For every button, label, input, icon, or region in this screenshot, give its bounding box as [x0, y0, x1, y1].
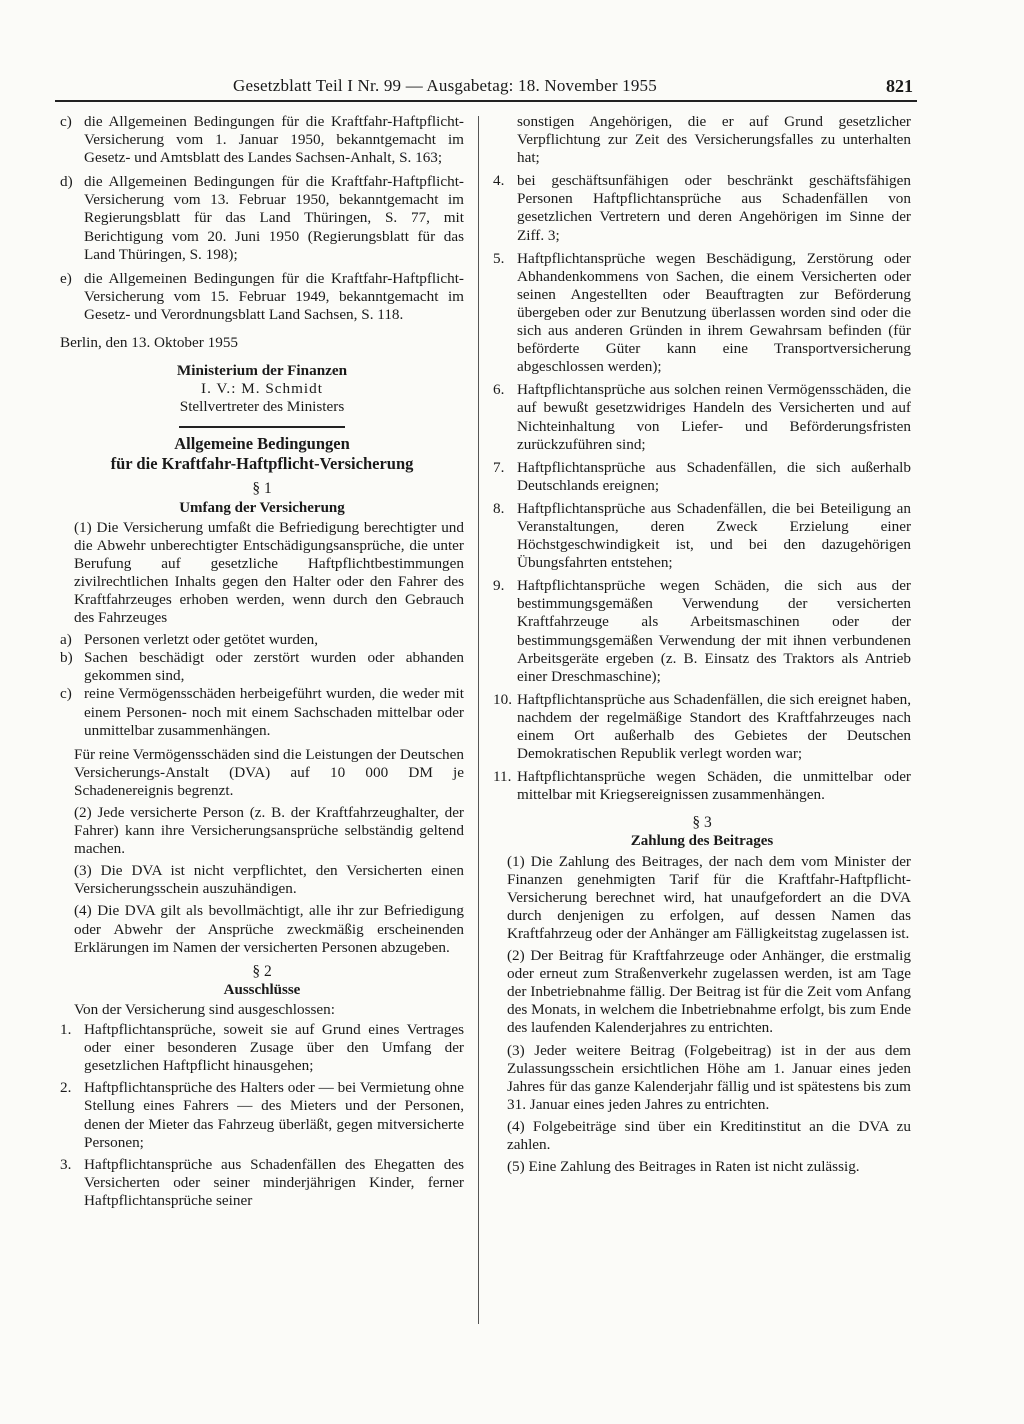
- list-item: [60, 1156, 464, 1210]
- list-item-text: Haftpflichtansprüche des Halters oder — bei Vermietung ohne Stellung eines Fahrers — des Mieters und der Personen, denen der Mieter das Fahrzeug überläßt, gegen mitversicherte Personen;: [84, 1079, 464, 1151]
- date-line: Berlin, den 13. Oktober 1955: [60, 334, 239, 352]
- page-number: 821: [886, 76, 913, 96]
- right-column: [493, 113, 911, 1180]
- list-item-label: 9.: [493, 577, 505, 595]
- list-item-label: 2.: [60, 1079, 72, 1097]
- list-item: [493, 500, 911, 572]
- list-item-text: Haftpflichtansprüche wegen Schäden, die unmittelbar oder mittelbar mit Kriegsereignissen zusammenhängen.: [517, 768, 911, 804]
- sub-item: [60, 631, 464, 649]
- paragraph: (4) Die DVA gilt als bevollmächtigt, alle ihr zur Befriedigung oder Abwehr der Ansprüche zweckmäßig erscheinenden Erklärungen im Namen der versicherten Personen abzugeben.: [74, 902, 464, 956]
- paragraph: (2) Jede versicherte Person (z. B. der Kraftfahrzeughalter, der Fahrer) kann ihre Versicherungsansprüche selbständig geltend machen.: [74, 804, 464, 858]
- page-header: [55, 76, 917, 102]
- divider: [179, 426, 345, 428]
- list-item-text: Haftpflichtansprüche aus solchen reinen Vermögensschäden, die auf bewußt gesetzwidriges Handeln des Versicherten und auf Nichteinhaltung von Liefer- und Beförderungsfristen zurückzuführen sind;: [517, 381, 911, 453]
- paragraph: Für reine Vermögensschäden sind die Leistungen der Deutschen Versicherungs-Anstalt (DVA) auf 10 000 DM je Schadenereignis begrenzt.: [74, 745, 464, 799]
- list-item: [493, 381, 911, 453]
- list-item: [60, 1021, 464, 1075]
- column-divider: [478, 116, 479, 1324]
- paragraph: (1) Die Zahlung des Beitrages, der nach dem vom Minister der Finanzen genehmigten Tarif für die Kraftfahr-Haftpflicht-Versicherung berechnet wird, hat unaufgefordert an die DVA durch denjenigen zu erfolgen, auf dessen Namen das Kraftfahrzeug oder der Anhänger am Fälligkeitstag zugelassen ist.: [507, 852, 911, 942]
- sub-item-text: Sachen beschädigt oder zerstört wurden oder abhanden gekommen sind,: [84, 649, 464, 685]
- list-item-label: d): [60, 173, 73, 191]
- list-item: [493, 768, 911, 804]
- ministry-name: Ministerium der Finanzen: [176, 362, 348, 380]
- list-item-label: 7.: [493, 458, 505, 476]
- paragraph: (3) Die DVA ist nicht verpflichtet, den Versicherten einen Versicherungsschein auszuhändigen.: [74, 862, 464, 898]
- list-item: [60, 173, 464, 263]
- section-title: Ausschlüsse: [223, 981, 301, 998]
- list-item-text: Haftpflichtansprüche aus Schadenfällen, die bei Beteiligung an Veranstaltungen, deren Zweck Erzielung einer Höchstgeschwindigkeit ist, und bei den dazugehörigen Übungsfahrten entstehen;: [517, 499, 911, 572]
- list-item-label: 6.: [493, 381, 505, 399]
- list-item-text: bei geschäftsunfähigen oder beschränkt geschäftsfähigen Personen Haftpflichtansprüche aus Schadenfällen von gesetzlichen Vertretern und deren Angehörigen im Sinne der Ziff. 3;: [517, 172, 911, 244]
- paragraph: (3) Jeder weitere Beitrag (Folgebeitrag) ist in der aus dem Zulassungsschein ersichtlichen Höhe am 1. Januar eines jeden Jahres für das ganze Kalenderjahr fällig und ist spätestens bis zum 31. Januar eines jeden Jahres zu entrichten.: [507, 1041, 911, 1113]
- list-item-label: 5.: [493, 249, 505, 267]
- list-item: [493, 459, 911, 495]
- section-title: Zahlung des Beitrages: [630, 833, 774, 850]
- sub-item-label: a): [60, 631, 72, 649]
- list-item-text: die Allgemeinen Bedingungen für die Kraftfahr-Haftpflicht-Versicherung vom 13. Februar 1950, bekanntgemacht im Regierungsblatt für das Land Thüringen, S. 77, mit Berichtigung vom 20. Juni 1950 (Regierungsblatt für das Land Thüringen, S. 198);: [84, 173, 464, 263]
- paragraph: (2) Der Beitrag für Kraftfahrzeuge oder Anhänger, die erstmalig oder erneut zum Straßenverkehr zugelassen werden, ist am Tage der Inbetriebnahme fällig. Der Beitrag ist für die Zeit vom Anfang des Monats, in welchem die Inbetriebnahme erfolgt, bis zum Ende des laufenden Kalenderjahres zu entrichten.: [507, 947, 911, 1037]
- paragraph: (1) Die Versicherung umfaßt die Befriedigung berechtigter und die Abwehr unberechtigter Entschädigungsansprüche, die unter Berufung auf gesetzliche Haftpflichtbestimmungen zivilrechtlichen Inhalts gegen den Halter oder den Fahrer des Kraftfahrzeuges erhoben werden, wenn durch den Gebrauch des Fahrzeuges: [74, 518, 464, 627]
- signature: I. V.: M. Schmidt: [201, 380, 323, 398]
- left-column: [60, 113, 464, 1214]
- sub-item-text: reine Vermögensschäden herbeigeführt wurden, die weder mit einem Personen- noch mit einem Sachschaden mittelbar oder unmittelbar zusammenhängen.: [84, 685, 464, 739]
- paragraph: (5) Eine Zahlung des Beitrages in Raten ist nicht zulässig.: [507, 1158, 860, 1176]
- list-item-text: die Allgemeinen Bedingungen für die Kraftfahr-Haftpflicht-Versicherung vom 1. Januar 1950, bekanntgemacht im Gesetz- und Amtsblatt des Landes Sachsen-Anhalt, S. 163;: [84, 113, 464, 167]
- list-item-label: c): [60, 113, 72, 130]
- list-item-text: Haftpflichtansprüche aus Schadenfällen, die sich ereignet haben, nachdem der regelmäßige Standort des Kraftfahrzeuges nach einem Ort außerhalb des Gebietes der Deutschen Demokratischen Republik verlegt worden war;: [517, 690, 911, 763]
- list-item-label: 11.: [493, 768, 512, 786]
- continuation-text: sonstigen Angehörigen, die er auf Grund gesetzlicher Verpflichtung zur Zeit des Versicherungsfalles zu unterhalten hat;: [517, 113, 911, 167]
- sub-item: [60, 649, 464, 685]
- list-item-text: Haftpflichtansprüche wegen Beschädigung, Zerstörung oder Abhandenkommens von Sachen, die einem Versicherten oder seinen Angestellten oder Beauftragten zur Beförderung übergeben oder zur Benutzung überlassen worden sind oder die sich aus anderen Gründen in ihrem Gewahrsam befinden (für beförderte Güter kann eine Transportversicherung abgeschlossen werden);: [517, 249, 911, 376]
- list-item: [493, 172, 911, 244]
- section-title: Umfang der Versicherung: [179, 499, 345, 516]
- list-item: [493, 577, 911, 686]
- document-title: Allgemeine Bedingungen: [174, 434, 350, 454]
- list-item-text: die Allgemeinen Bedingungen für die Kraftfahr-Haftpflicht-Versicherung vom 15. Februar 1949, bekanntgemacht im Gesetz- und Verordnungsblatt Land Sachsen, S. 118.: [84, 269, 464, 323]
- sub-item: [60, 685, 464, 739]
- list-item: [60, 270, 464, 324]
- list-item-text: Haftpflichtansprüche wegen Schäden, die sich aus der bestimmungsgemäßen Verwendung der versicherten Kraftfahrzeuge als Arbeitsmaschinen oder der bestimmungsgemäßen Verwendung der mit ihnen verbundenen Arbeitsgeräte ergeben (z. B. Einsatz des Traktors als Antrieb einer Dreschmaschine);: [517, 577, 911, 685]
- document-subtitle: für die Kraftfahr-Haftpflicht-Versicherung: [110, 454, 414, 474]
- list-item-text: Haftpflichtansprüche aus Schadenfällen, die sich außerhalb Deutschlands ereignen;: [517, 458, 911, 494]
- header-title: Gesetzblatt Teil I Nr. 99 — Ausgabetag: 18. November 1955: [233, 76, 657, 95]
- sub-item-label: c): [60, 685, 72, 703]
- section-number: § 1: [252, 480, 272, 498]
- list-item-label: e): [60, 269, 72, 287]
- sub-item-text: Personen verletzt oder getötet wurden,: [84, 631, 319, 649]
- paragraph: Von der Versicherung sind ausgeschlossen:: [74, 1000, 335, 1018]
- list-item-label: 3.: [60, 1155, 72, 1173]
- section-number: § 2: [252, 962, 272, 980]
- list-item-label: 1.: [60, 1021, 72, 1039]
- list-item-text: Haftpflichtansprüche, soweit sie auf Grund eines Vertrages oder einer besonderen Zusage über den Umfang der gesetzlichen Haftpflicht hinausgehen;: [84, 1021, 464, 1075]
- paragraph: (4) Folgebeiträge sind über ein Kreditinstitut an die DVA zu zahlen.: [507, 1117, 911, 1153]
- list-item-label: 10.: [493, 690, 512, 708]
- list-item-label: 4.: [493, 172, 505, 190]
- list-item-label: 8.: [493, 499, 505, 517]
- section-number: § 3: [692, 814, 712, 832]
- list-item-text: Haftpflichtansprüche aus Schadenfällen des Ehegatten des Versicherten oder seiner minderjährigen Kinder, ferner Haftpflichtansprüche seiner: [84, 1155, 464, 1209]
- signature-role: Stellvertreter des Ministers: [179, 398, 345, 416]
- list-item: [493, 250, 911, 377]
- sub-item-label: b): [60, 649, 73, 667]
- list-item: [60, 113, 464, 167]
- list-item: [493, 691, 911, 763]
- list-item: [60, 1079, 464, 1151]
